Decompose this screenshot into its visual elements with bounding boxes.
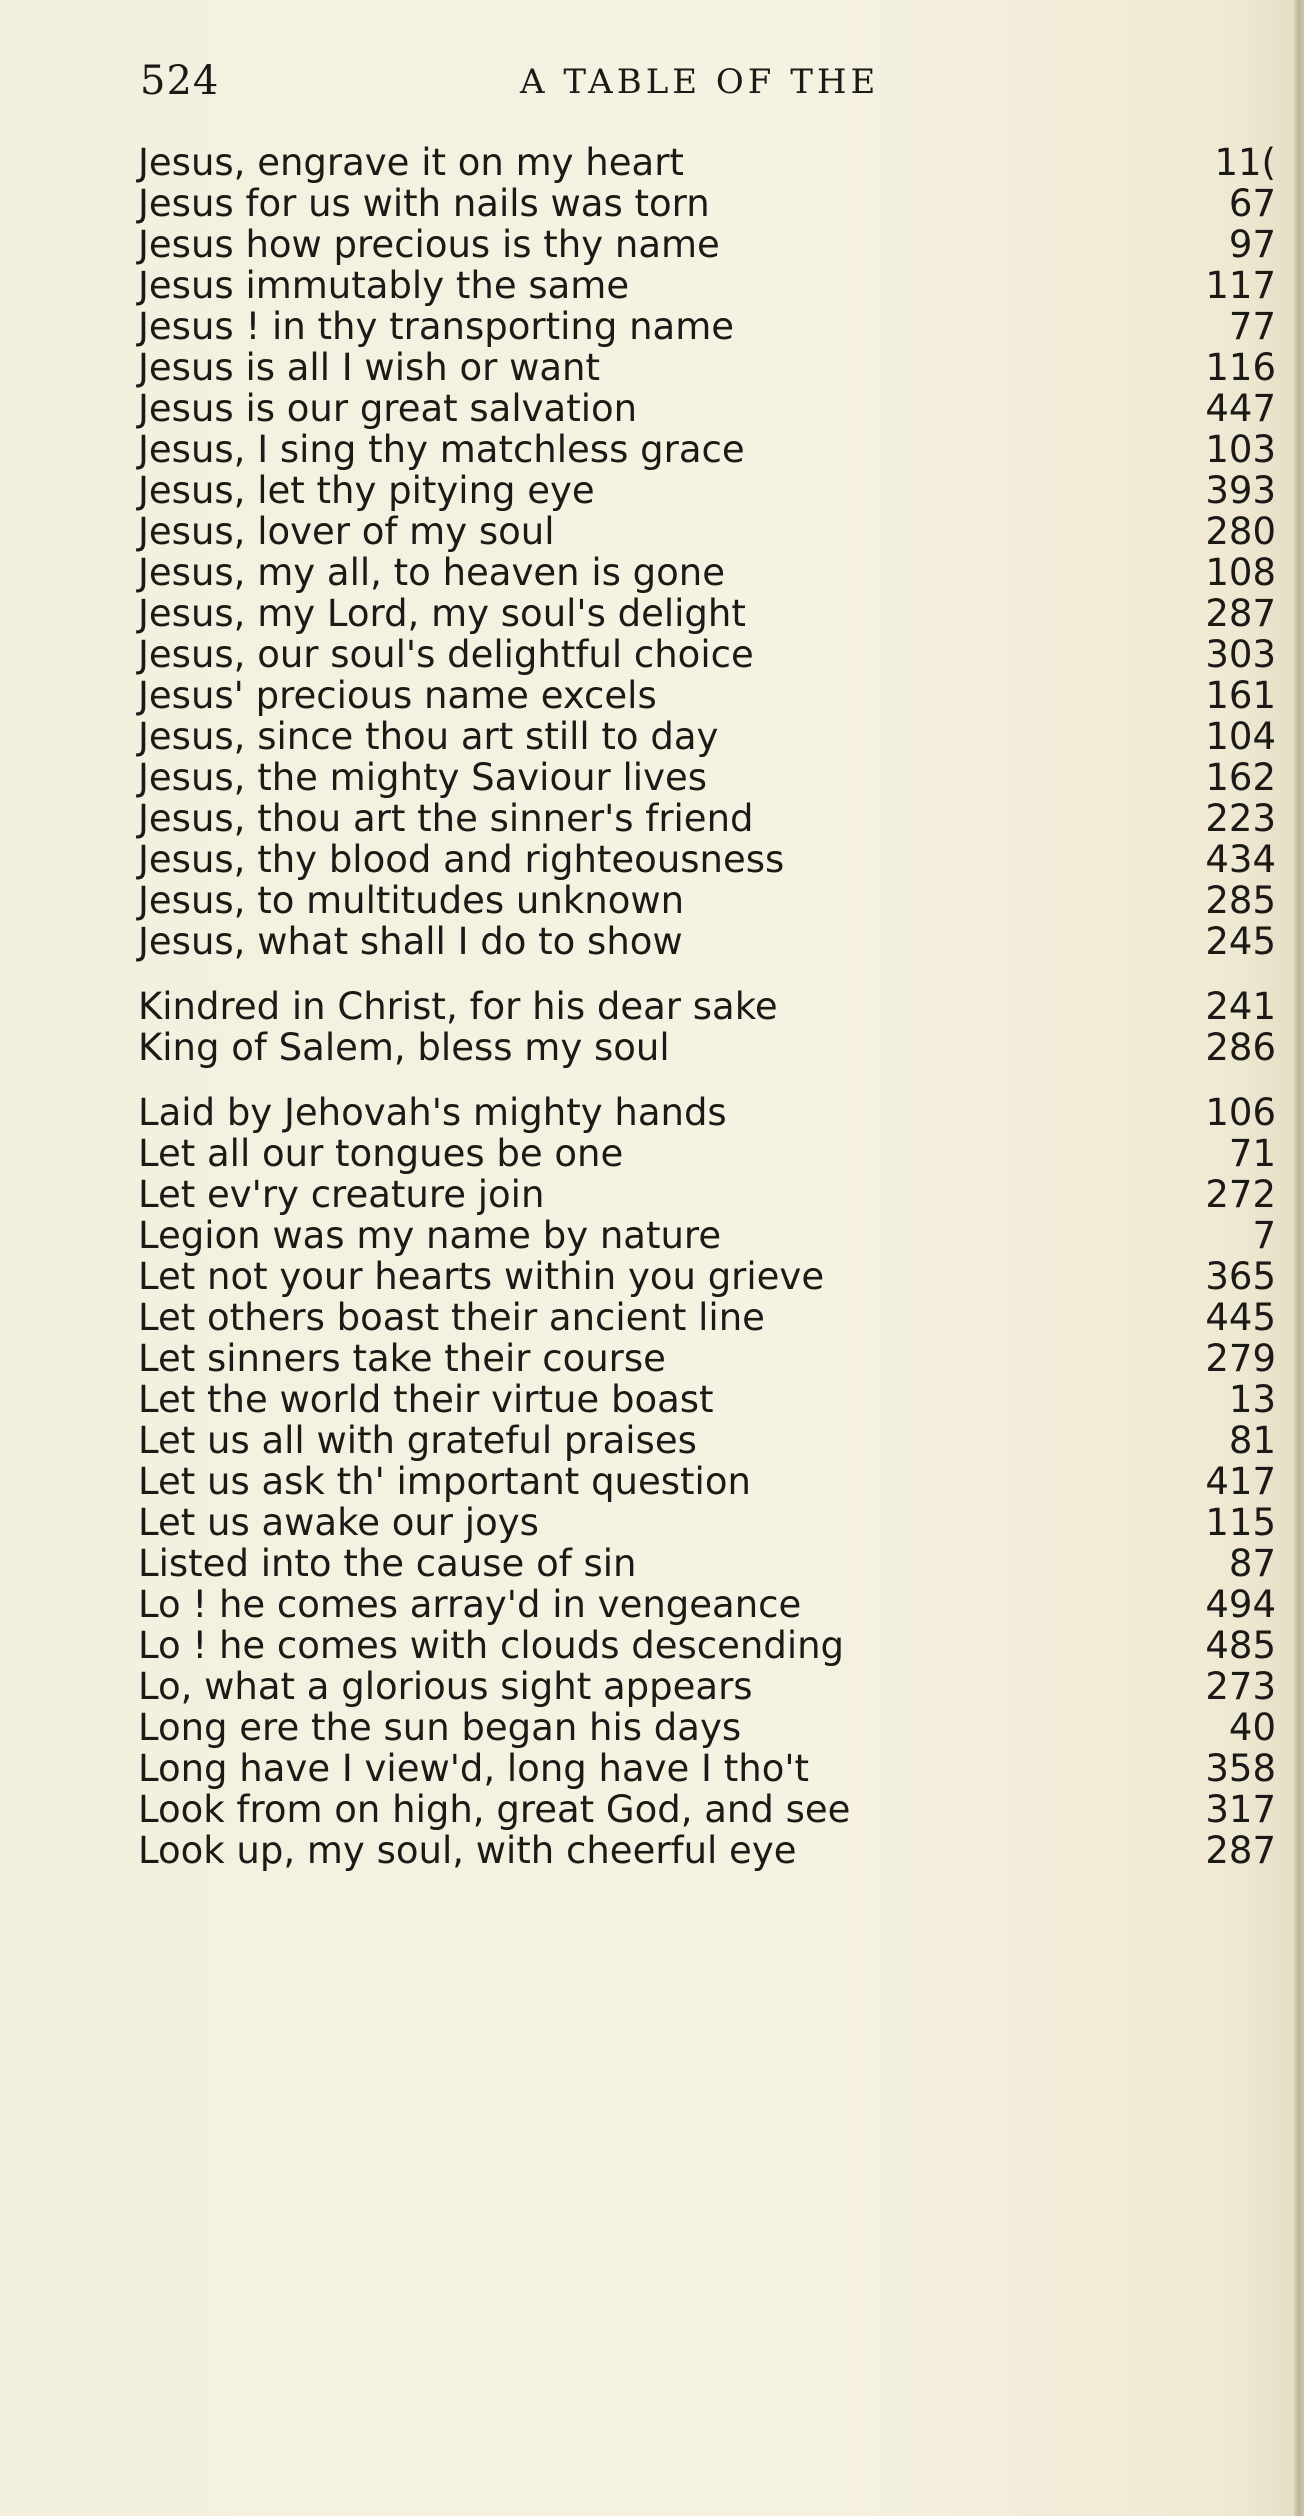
index-entry bbox=[138, 1215, 1276, 1256]
hymn-first-line: Jesus, our soul's delightful choice bbox=[138, 633, 754, 676]
first-lines-index bbox=[138, 142, 1276, 1871]
index-entry bbox=[138, 1830, 1276, 1871]
hymn-first-line: Kindred in Christ, for his dear sake bbox=[138, 985, 778, 1028]
hymn-page-number: 317 bbox=[1205, 1788, 1276, 1831]
index-entry bbox=[138, 306, 1276, 347]
index-entry bbox=[138, 224, 1276, 265]
index-entry bbox=[138, 675, 1276, 716]
hymn-first-line: Jesus how precious is thy name bbox=[138, 223, 720, 266]
index-entry bbox=[138, 1543, 1276, 1584]
hymn-first-line: Jesus, my Lord, my soul's delight bbox=[138, 592, 746, 635]
hymn-first-line: Jesus immutably the same bbox=[138, 264, 630, 307]
hymn-page-number: 393 bbox=[1205, 469, 1276, 512]
hymn-page-number: 280 bbox=[1205, 510, 1276, 553]
hymn-page-number: 287 bbox=[1205, 592, 1276, 635]
hymn-page-number: 7 bbox=[1252, 1214, 1276, 1257]
hymn-page-number: 11( bbox=[1214, 141, 1276, 184]
hymn-page-number: 365 bbox=[1205, 1255, 1276, 1298]
hymn-first-line: Jesus is our great salvation bbox=[138, 387, 638, 430]
hymn-first-line: Lo ! he comes array'd in vengeance bbox=[138, 1583, 802, 1626]
index-entry bbox=[138, 552, 1276, 593]
hymn-page-number: 117 bbox=[1205, 264, 1276, 307]
hymn-first-line: Jesus' precious name excels bbox=[138, 674, 657, 717]
hymn-first-line: Let us awake our joys bbox=[138, 1501, 539, 1544]
index-entry bbox=[138, 986, 1276, 1027]
hymn-page-number: 447 bbox=[1205, 387, 1276, 430]
index-entry bbox=[138, 634, 1276, 675]
hymn-page-number: 286 bbox=[1205, 1026, 1276, 1069]
index-entry bbox=[138, 265, 1276, 306]
index-entry bbox=[138, 1027, 1276, 1068]
index-entry bbox=[138, 1666, 1276, 1707]
index-entry bbox=[138, 1584, 1276, 1625]
hymn-page-number: 287 bbox=[1205, 1829, 1276, 1872]
hymn-first-line: Lo ! he comes with clouds descending bbox=[138, 1624, 845, 1667]
index-entry bbox=[138, 921, 1276, 962]
index-entry bbox=[138, 1338, 1276, 1379]
hymn-page-number: 303 bbox=[1205, 633, 1276, 676]
index-letter-group bbox=[138, 142, 1276, 962]
hymn-page-number: 77 bbox=[1228, 305, 1276, 348]
hymn-first-line: Let us ask th' important question bbox=[138, 1460, 751, 1503]
hymn-page-number: 272 bbox=[1205, 1173, 1276, 1216]
hymn-page-number: 108 bbox=[1205, 551, 1276, 594]
hymn-first-line: Jesus, to multitudes unknown bbox=[138, 879, 685, 922]
index-entry bbox=[138, 757, 1276, 798]
index-entry bbox=[138, 1461, 1276, 1502]
hymn-first-line: Let not your hearts within you grieve bbox=[138, 1255, 825, 1298]
index-entry bbox=[138, 1256, 1276, 1297]
index-entry bbox=[138, 1625, 1276, 1666]
hymn-page-number: 161 bbox=[1205, 674, 1276, 717]
index-letter-group bbox=[138, 986, 1276, 1068]
hymn-first-line: Listed into the cause of sin bbox=[138, 1542, 637, 1585]
hymn-page-number: 81 bbox=[1228, 1419, 1276, 1462]
running-title: A TABLE OF THE bbox=[520, 62, 880, 102]
index-entry bbox=[138, 470, 1276, 511]
hymn-first-line: Jesus for us with nails was torn bbox=[138, 182, 710, 225]
hymn-first-line: Let all our tongues be one bbox=[138, 1132, 624, 1175]
hymn-first-line: Look from on high, great God, and see bbox=[138, 1788, 851, 1831]
hymn-first-line: Jesus is all I wish or want bbox=[138, 346, 600, 389]
hymn-page-number: 97 bbox=[1228, 223, 1276, 266]
hymn-page-number: 67 bbox=[1228, 182, 1276, 225]
hymn-page-number: 245 bbox=[1205, 920, 1276, 963]
hymn-first-line: Long have I view'd, long have I tho't bbox=[138, 1747, 810, 1790]
index-letter-group bbox=[138, 1092, 1276, 1871]
hymn-first-line: Laid by Jehovah's mighty hands bbox=[138, 1091, 727, 1134]
hymn-first-line: Jesus, let thy pitying eye bbox=[138, 469, 595, 512]
hymn-first-line: Jesus, I sing thy matchless grace bbox=[138, 428, 745, 471]
hymn-page-number: 494 bbox=[1205, 1583, 1276, 1626]
hymn-page-number: 273 bbox=[1205, 1665, 1276, 1708]
hymn-page-number: 417 bbox=[1205, 1460, 1276, 1503]
index-entry bbox=[138, 839, 1276, 880]
hymn-page-number: 13 bbox=[1228, 1378, 1276, 1421]
hymn-first-line: King of Salem, bless my soul bbox=[138, 1026, 670, 1069]
index-entry bbox=[138, 1092, 1276, 1133]
hymn-page-number: 241 bbox=[1205, 985, 1276, 1028]
hymn-page-number: 358 bbox=[1205, 1747, 1276, 1790]
hymn-page-number: 162 bbox=[1205, 756, 1276, 799]
index-entry bbox=[138, 593, 1276, 634]
hymn-page-number: 279 bbox=[1205, 1337, 1276, 1380]
hymn-page-number: 71 bbox=[1228, 1132, 1276, 1175]
hymn-first-line: Jesus, thou art the sinner's friend bbox=[138, 797, 754, 840]
index-entry bbox=[138, 429, 1276, 470]
hymn-page-number: 103 bbox=[1205, 428, 1276, 471]
hymn-first-line: Let sinners take their course bbox=[138, 1337, 666, 1380]
index-entry bbox=[138, 1379, 1276, 1420]
hymn-page-number: 445 bbox=[1205, 1296, 1276, 1339]
hymn-first-line: Jesus, the mighty Saviour lives bbox=[138, 756, 708, 799]
index-entry bbox=[138, 1297, 1276, 1338]
hymn-first-line: Jesus, since thou art still to day bbox=[138, 715, 719, 758]
hymn-first-line: Let others boast their ancient line bbox=[138, 1296, 765, 1339]
index-entry bbox=[138, 1748, 1276, 1789]
hymn-first-line: Let us all with grateful praises bbox=[138, 1419, 697, 1462]
hymn-first-line: Jesus, engrave it on my heart bbox=[138, 141, 684, 184]
index-entry bbox=[138, 347, 1276, 388]
hymn-page-number: 40 bbox=[1228, 1706, 1276, 1749]
hymn-first-line: Let ev'ry creature join bbox=[138, 1173, 545, 1216]
hymn-first-line: Jesus, thy blood and righteousness bbox=[138, 838, 785, 881]
index-entry bbox=[138, 1789, 1276, 1830]
index-entry bbox=[138, 142, 1276, 183]
hymn-first-line: Jesus, lover of my soul bbox=[138, 510, 555, 553]
hymn-page-number: 87 bbox=[1228, 1542, 1276, 1585]
page-header bbox=[140, 58, 1160, 118]
hymn-first-line: Legion was my name by nature bbox=[138, 1214, 722, 1257]
index-entry bbox=[138, 511, 1276, 552]
index-entry bbox=[138, 716, 1276, 757]
index-entry bbox=[138, 1707, 1276, 1748]
index-entry bbox=[138, 183, 1276, 224]
hymn-page-number: 106 bbox=[1205, 1091, 1276, 1134]
hymn-page-number: 485 bbox=[1205, 1624, 1276, 1667]
hymn-first-line: Let the world their virtue boast bbox=[138, 1378, 714, 1421]
hymn-page-number: 223 bbox=[1205, 797, 1276, 840]
hymn-page-number: 434 bbox=[1205, 838, 1276, 881]
hymn-first-line: Jesus ! in thy transporting name bbox=[138, 305, 735, 348]
page-number: 524 bbox=[140, 58, 220, 104]
index-entry bbox=[138, 1502, 1276, 1543]
index-entry bbox=[138, 388, 1276, 429]
hymn-first-line: Lo, what a glorious sight appears bbox=[138, 1665, 753, 1708]
hymn-first-line: Jesus, what shall I do to show bbox=[138, 920, 683, 963]
index-entry bbox=[138, 798, 1276, 839]
hymn-page-number: 116 bbox=[1205, 346, 1276, 389]
hymn-first-line: Long ere the sun began his days bbox=[138, 1706, 742, 1749]
index-entry bbox=[138, 1420, 1276, 1461]
hymn-page-number: 115 bbox=[1205, 1501, 1276, 1544]
index-entry bbox=[138, 1133, 1276, 1174]
page-edge bbox=[1294, 0, 1304, 2516]
index-entry bbox=[138, 880, 1276, 921]
hymn-page-number: 104 bbox=[1205, 715, 1276, 758]
index-entry bbox=[138, 1174, 1276, 1215]
hymn-first-line: Jesus, my all, to heaven is gone bbox=[138, 551, 725, 594]
hymn-first-line: Look up, my soul, with cheerful eye bbox=[138, 1829, 797, 1872]
hymn-page-number: 285 bbox=[1205, 879, 1276, 922]
